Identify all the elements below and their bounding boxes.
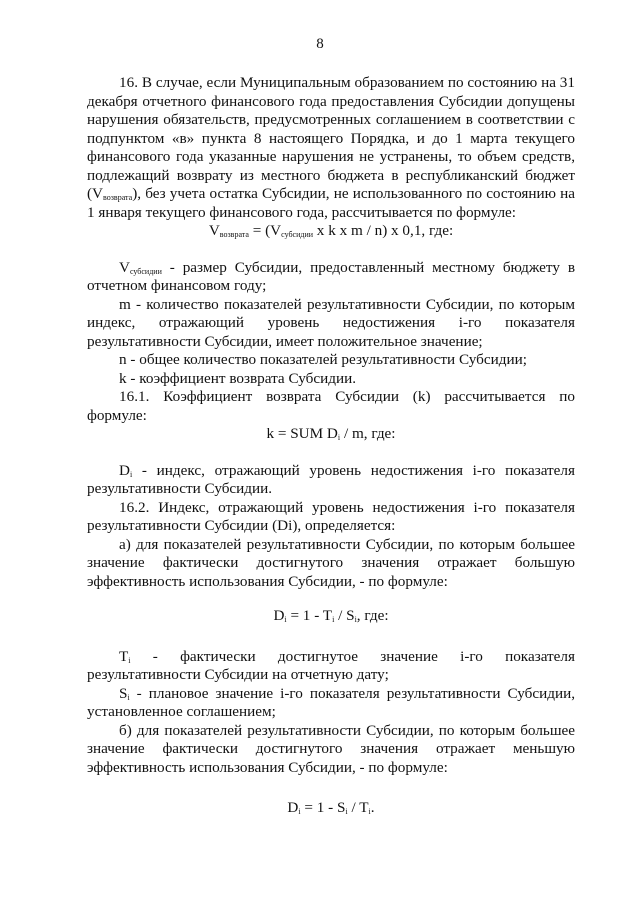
definition-symbol: V: [119, 258, 130, 276]
definition-text: - размер Субсидии, предоставленный местному бюджету в отчетном финансовом году;: [87, 258, 575, 294]
subscript: i: [284, 615, 287, 624]
subscript: возврата: [219, 230, 249, 239]
spacer: [87, 777, 575, 799]
formula-part: D: [287, 799, 299, 816]
formula-part: D: [273, 607, 285, 624]
page-number: 8: [316, 36, 324, 52]
formula-part: = 1 - S: [300, 799, 346, 816]
definition-text: - плановое значение i-го показателя результативности Субсидии, установленное соглашением;: [87, 684, 575, 720]
formula-part: x k x m / n) x 0,1, где:: [313, 222, 454, 239]
subscript: возврата: [103, 193, 133, 202]
definition-k: k - коэффициент возврата Субсидии.: [119, 369, 356, 387]
paragraph-16-1: 16.1. Коэффициент возврата Субсидии (k) рассчитывается по формуле:: [87, 388, 575, 424]
subscript: i: [337, 433, 341, 442]
formula-part: / S: [334, 607, 355, 624]
subscript: i: [354, 615, 357, 624]
paragraph-16-text: 16. В случае, если Муниципальным образованием по состоянию на 31 декабря отчетного финансового года предоставления Субсидии допущены нарушения обязательств, предусмотренных соглашением в соответствии с подпунктом «в» пункта 8 настоящего Порядка, и до 1 марта текущего финансового года указанные нарушения не устранены, то объем средств, подлежащий возврату из местного бюджета в республиканский бюджет (V: [87, 74, 575, 202]
formula-k: [87, 425, 575, 444]
spacer: [87, 591, 575, 607]
paragraph-16-2-a: а) для показателей результативности Субсидии, по которым большее значение фактически достигнутого значения отражает большую эффективность использования Субсидии, - по формуле:: [87, 535, 575, 590]
formula-di-a: [87, 607, 575, 626]
definition-symbol: S: [119, 684, 128, 702]
subscript: i: [129, 469, 133, 479]
definition-symbol: T: [119, 647, 129, 665]
formula-part: / m, где:: [340, 425, 396, 442]
formula-part: V: [208, 222, 220, 239]
subscript: i: [332, 615, 335, 624]
definition-si: [87, 685, 575, 722]
spacer: [87, 626, 575, 648]
paragraph-16-2: 16.2. Индекс, отражающий уровень недостижения i-го показателя результативности Субсидии (Di), определяется:: [87, 498, 575, 534]
subscript: субсидии: [281, 230, 313, 239]
definition-ti: [87, 648, 575, 685]
subscript: i: [127, 692, 130, 702]
definition-text: - индекс, отражающий уровень недостижения i-го показателя результативности Субсидии.: [87, 461, 575, 497]
subscript: субсидии: [129, 266, 162, 276]
definition-text: - фактически достигнутое значение i-го показателя результативности Субсидии на отчетную дату;: [87, 647, 575, 683]
formula-part: = 1 - T: [286, 607, 333, 624]
document-body: [87, 74, 575, 818]
formula-di-b: [87, 799, 575, 818]
subscript: i: [128, 655, 131, 665]
definition-m: m - количество показателей результативности Субсидии, по которым индекс, отражающий уровень недостижения i-го показателя результативности Субсидии, имеет положительное значение;: [87, 295, 575, 350]
paragraph-16-tail: ), без учета остатка Субсидии, не использованного по состоянию на 1 января текущего финансового года, рассчитывается по формуле:: [87, 185, 575, 221]
formula-part: / T: [347, 799, 369, 816]
subscript: i: [368, 807, 371, 816]
definition-di: [87, 462, 575, 499]
paragraph-16-2-b: б) для показателей результативности Субсидии, по которым большее значение фактически достигнутого значения отражает меньшую эффективность использования Субсидии, - по формуле:: [87, 721, 575, 776]
subscript: i: [345, 807, 348, 816]
subscript: i: [298, 807, 301, 816]
formula-part: , где:: [356, 607, 389, 624]
spacer: [87, 241, 575, 259]
formula-return-volume: [87, 222, 575, 241]
formula-part: k = SUM D: [266, 425, 338, 442]
paragraph-16: [87, 74, 575, 222]
spacer: [87, 444, 575, 462]
definition-n: n - общее количество показателей результативности Субсидии;: [119, 351, 527, 368]
formula-part: .: [370, 799, 375, 816]
definition-v-subsidy: [87, 259, 575, 296]
definition-symbol: D: [119, 461, 130, 479]
formula-part: = (V: [248, 222, 282, 239]
